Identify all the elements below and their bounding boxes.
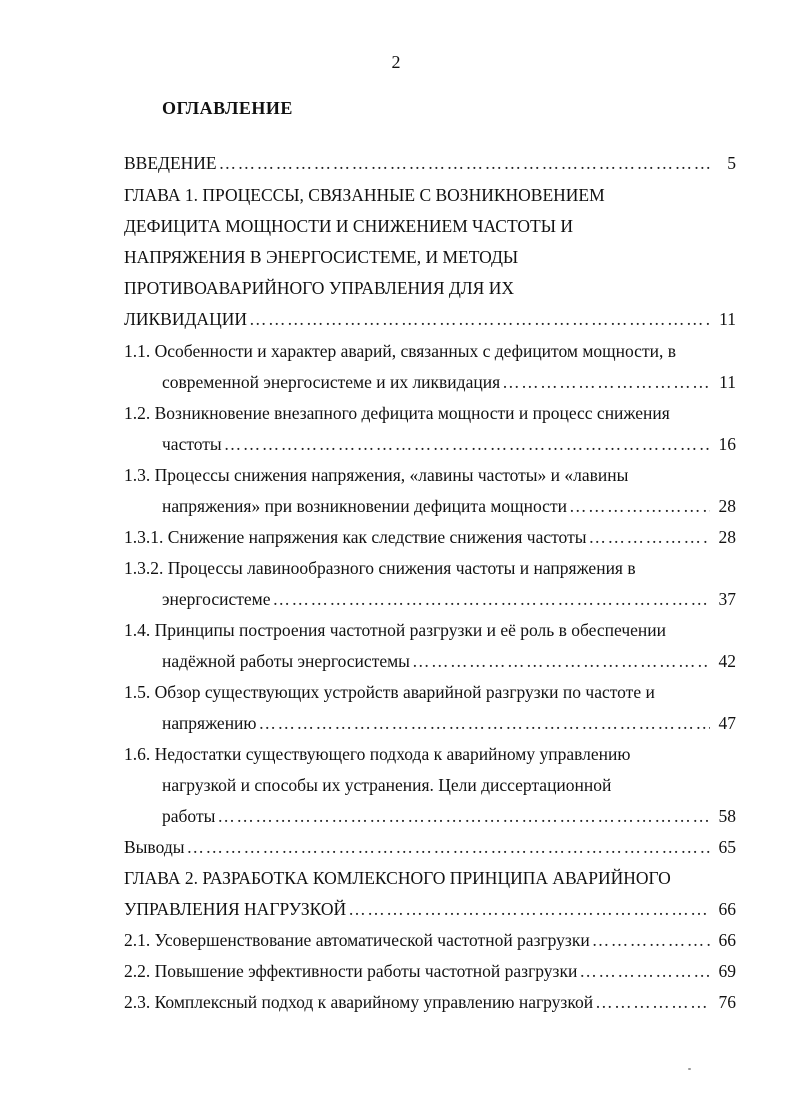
toc-entry-text: 1.3. Процессы снижения напряжения, «лавины частоты» и «лавины [124,465,629,485]
leader-dots [592,929,710,951]
leader-dots [186,836,710,858]
toc-entry-text: ГЛАВА 1. ПРОЦЕССЫ, СВЯЗАННЫЕ С ВОЗНИКНОВЕНИЕМ [124,185,605,205]
toc-entry-text: 1.4. Принципы построения частотной разгрузки и её роль в обеспечении [124,620,666,640]
toc-page-number: 5 [727,153,736,173]
toc-entry-text: 1.3.2. Процессы лавинообразного снижения частоты и напряжения в [124,558,636,578]
toc-page-number: 66 [718,899,736,919]
toc-page-number: 47 [718,713,736,733]
toc-page-number: 76 [718,992,736,1012]
toc-entry-section-2-1[interactable] [124,929,736,951]
toc-entry-text: 1.1. Особенности и характер аварий, связанных с дефицитом мощности, в [124,341,676,361]
toc-entry-text: напряжения» при возникновении дефицита мощности [162,496,567,516]
toc-entry-text: 2.2. Повышение эффективности работы частотной разгрузки [124,961,578,981]
toc-page-number: 28 [718,527,736,547]
toc-entry-text: УПРАВЛЕНИЯ НАГРУЗКОЙ [124,899,347,919]
toc-entry-text: нагрузкой и способы их устранения. Цели диссертационной [162,775,612,795]
leader-dots [579,960,710,982]
toc-page-number: 11 [719,372,736,392]
toc-entry-text: ВВЕДЕНИЕ [124,153,217,173]
leader-dots [219,152,710,174]
toc-entry-text: 1.5. Обзор существующих устройств аварийной разгрузки по частоте и [124,682,655,702]
leader-dots [595,991,710,1013]
leader-dots [569,495,710,517]
toc-entry-text: 1.3.1. Снижение напряжения как следствие снижения частоты [124,527,587,547]
toc-page-number: 42 [718,651,736,671]
leader-dots [502,371,710,393]
toc-entry-text: 2.1. Усовершенствование автоматической частотной разгрузки [124,930,590,950]
toc-entry-text: современной энергосистеме и их ликвидация [162,372,501,392]
leader-dots [259,712,711,734]
toc-entry-text: частоты [162,434,222,454]
toc-entry-introduction[interactable] [124,152,736,174]
toc-page-number: 37 [718,589,736,609]
toc-entry-text: 2.3. Комплексный подход к аварийному управлению нагрузкой [124,992,594,1012]
toc-entry-text: надёжной работы энергосистемы [162,651,410,671]
toc-entry-text: 1.6. Недостатки существующего подхода к аварийному управлению [124,744,631,764]
leader-dots [412,650,710,672]
toc-entry-section-2-2[interactable] [124,960,736,982]
leader-dots [588,526,710,548]
toc-entry-conclusions[interactable] [124,836,736,858]
page-number: 2 [391,52,401,72]
toc-page-number: 11 [719,309,736,329]
toc-entry-section-1-3-1[interactable] [124,526,736,548]
leader-dots [217,805,710,827]
page-title: ОГЛАВЛЕНИЕ [162,98,293,118]
toc-page-number: 69 [718,961,736,981]
toc-entry-text: ДЕФИЦИТА МОЩНОСТИ И СНИЖЕНИЕМ ЧАСТОТЫ И [124,216,574,236]
leader-dots [249,308,710,330]
toc-entry-section-2-3[interactable] [124,991,736,1013]
toc-page-number: 65 [718,837,736,857]
toc-entry-text: ЛИКВИДАЦИИ [124,309,247,329]
leader-dots [348,898,710,920]
toc-page-number: 58 [718,806,736,826]
toc-page-number: 28 [718,496,736,516]
toc-page-number: 66 [718,930,736,950]
toc-entry-text: 1.2. Возникновение внезапного дефицита мощности и процесс снижения [124,403,670,423]
toc-entry-text: напряжению [162,713,257,733]
toc-entry-text: работы [162,806,216,826]
leader-dots [272,588,710,610]
leader-dots [224,433,710,455]
toc-page-number: 16 [718,434,736,454]
toc-entry-text: ГЛАВА 2. РАЗРАБОТКА КОМЛЕКСНОГО ПРИНЦИПА АВАРИЙНОГО [124,868,671,888]
toc-entry-text: НАПРЯЖЕНИЯ В ЭНЕРГОСИСТЕМЕ, И МЕТОДЫ [124,247,519,267]
scan-speck [688,1068,691,1070]
toc-entry-text: ПРОТИВОАВАРИЙНОГО УПРАВЛЕНИЯ ДЛЯ ИХ [124,278,514,298]
toc-entry-text: Выводы [124,837,185,857]
toc-entry-text: энергосистеме [162,589,271,609]
